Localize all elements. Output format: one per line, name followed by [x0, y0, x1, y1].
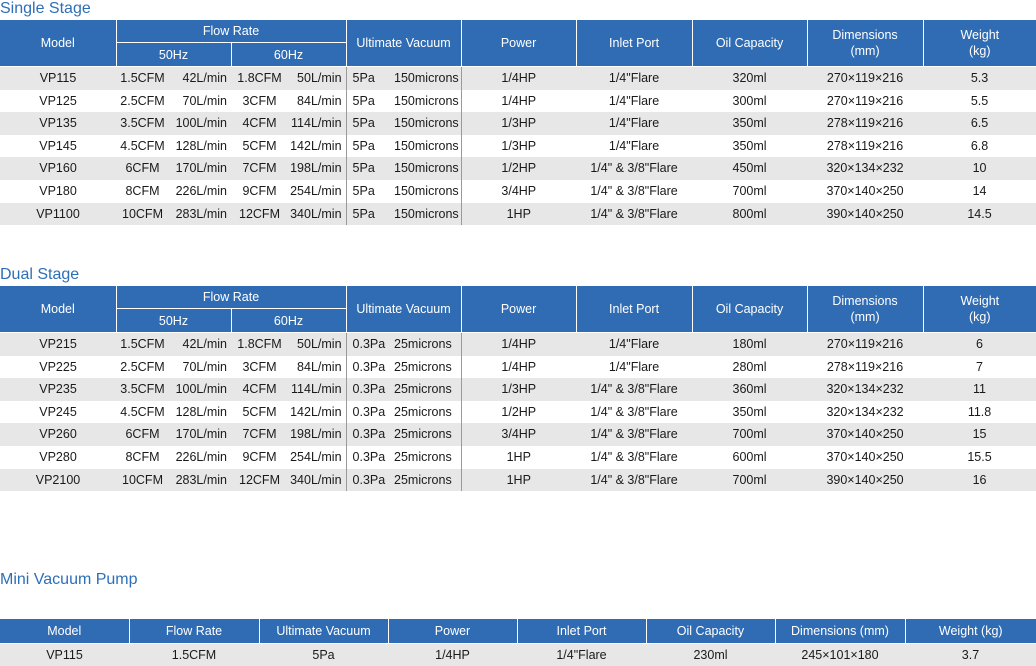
cell-model: VP225	[0, 356, 116, 379]
cell-vacuum-microns: 150microns	[388, 157, 461, 180]
header-dimensions: Dimensions (mm)	[775, 619, 905, 644]
cell-power: 1/3HP	[461, 378, 576, 401]
cell-vacuum-pa: 0.3Pa	[346, 401, 388, 424]
cell-vacuum-microns: 150microns	[388, 112, 461, 135]
cell-inlet-port: 1/4"Flare	[576, 67, 692, 90]
table-row	[0, 112, 1036, 135]
header-flow-rate: Flow Rate	[129, 619, 259, 644]
cell-dimensions: 270×119×216	[807, 90, 923, 113]
cell-flow-50hz-lmin: 283L/min	[169, 203, 231, 226]
cell-model: VP115	[0, 644, 129, 666]
cell-flow-50hz-lmin: 128L/min	[169, 401, 231, 424]
cell-flow-50hz-cfm: 8CFM	[116, 180, 169, 203]
cell-vacuum-pa: 0.3Pa	[346, 423, 388, 446]
cell-inlet-port: 1/4" & 3/8"Flare	[576, 180, 692, 203]
cell-flow-60hz-lmin: 340L/min	[288, 469, 346, 492]
cell-flow-50hz-lmin: 100L/min	[169, 378, 231, 401]
cell-power: 1/3HP	[461, 112, 576, 135]
cell-vacuum-microns: 25microns	[388, 469, 461, 492]
cell-oil-capacity: 600ml	[692, 446, 807, 469]
cell-inlet-port: 1/4" & 3/8"Flare	[576, 157, 692, 180]
mini-vacuum-pump-table	[0, 619, 1036, 666]
cell-flow-60hz-lmin: 254L/min	[288, 180, 346, 203]
cell-weight: 14.5	[923, 203, 1036, 226]
cell-power: 1/2HP	[461, 157, 576, 180]
cell-inlet-port: 1/4"Flare	[576, 90, 692, 113]
cell-oil-capacity: 230ml	[646, 644, 775, 666]
header-model: Model	[0, 286, 116, 333]
cell-power: 3/4HP	[461, 423, 576, 446]
cell-oil-capacity: 700ml	[692, 469, 807, 492]
cell-oil-capacity: 800ml	[692, 203, 807, 226]
cell-oil-capacity: 700ml	[692, 423, 807, 446]
cell-inlet-port: 1/4" & 3/8"Flare	[576, 401, 692, 424]
table-row	[0, 333, 1036, 356]
cell-oil-capacity: 350ml	[692, 401, 807, 424]
cell-power: 1/3HP	[461, 135, 576, 158]
cell-flow-50hz-cfm: 3.5CFM	[116, 112, 169, 135]
cell-inlet-port: 1/4"Flare	[576, 135, 692, 158]
cell-flow-50hz-cfm: 3.5CFM	[116, 378, 169, 401]
header-flow-rate: Flow Rate	[116, 20, 346, 43]
table-row	[0, 90, 1036, 113]
cell-flow-60hz-lmin: 114L/min	[288, 112, 346, 135]
cell-inlet-port: 1/4" & 3/8"Flare	[576, 378, 692, 401]
cell-ultimate-vacuum: 5Pa	[259, 644, 388, 666]
cell-vacuum-microns: 25microns	[388, 333, 461, 356]
cell-oil-capacity: 450ml	[692, 157, 807, 180]
cell-flow-50hz-cfm: 2.5CFM	[116, 90, 169, 113]
cell-vacuum-pa: 5Pa	[346, 90, 388, 113]
section-title-single-stage: Single Stage	[0, 0, 91, 18]
cell-flow-50hz-lmin: 70L/min	[169, 90, 231, 113]
cell-flow-60hz-lmin: 84L/min	[288, 356, 346, 379]
table-row	[0, 356, 1036, 379]
cell-dimensions: 278×119×216	[807, 112, 923, 135]
cell-weight: 15.5	[923, 446, 1036, 469]
header-inlet-port: Inlet Port	[576, 286, 692, 333]
cell-flow-50hz-lmin: 42L/min	[169, 333, 231, 356]
cell-vacuum-pa: 5Pa	[346, 180, 388, 203]
single-stage-table	[0, 20, 1036, 225]
cell-weight: 7	[923, 356, 1036, 379]
cell-inlet-port: 1/4" & 3/8"Flare	[576, 423, 692, 446]
cell-weight: 11	[923, 378, 1036, 401]
cell-vacuum-pa: 5Pa	[346, 112, 388, 135]
cell-model: VP215	[0, 333, 116, 356]
table-row	[0, 157, 1036, 180]
cell-dimensions: 278×119×216	[807, 135, 923, 158]
cell-flow-60hz-cfm: 1.8CFM	[231, 333, 288, 356]
single-stage-rows	[0, 67, 1036, 226]
header-weight: Weight (kg)	[905, 619, 1036, 644]
header-weight: Weight (kg)	[923, 286, 1036, 333]
cell-dimensions: 320×134×232	[807, 157, 923, 180]
cell-weight: 15	[923, 423, 1036, 446]
cell-vacuum-pa: 0.3Pa	[346, 333, 388, 356]
cell-dimensions: 320×134×232	[807, 401, 923, 424]
cell-weight: 3.7	[905, 644, 1036, 666]
cell-power: 1/4HP	[461, 67, 576, 90]
cell-flow-60hz-cfm: 3CFM	[231, 356, 288, 379]
cell-flow-60hz-cfm: 4CFM	[231, 112, 288, 135]
header-60hz: 60Hz	[231, 43, 346, 67]
cell-flow-50hz-cfm: 8CFM	[116, 446, 169, 469]
cell-model: VP280	[0, 446, 116, 469]
header-oil-capacity: Oil Capacity	[646, 619, 775, 644]
cell-weight: 14	[923, 180, 1036, 203]
cell-flow-50hz-lmin: 226L/min	[169, 180, 231, 203]
cell-model: VP115	[0, 67, 116, 90]
cell-flow-50hz-lmin: 170L/min	[169, 423, 231, 446]
cell-dimensions: 278×119×216	[807, 356, 923, 379]
header-ultimate-vacuum: Ultimate Vacuum	[346, 20, 461, 67]
cell-dimensions: 270×119×216	[807, 67, 923, 90]
cell-vacuum-pa: 0.3Pa	[346, 446, 388, 469]
table-row	[0, 446, 1036, 469]
cell-vacuum-microns: 25microns	[388, 378, 461, 401]
cell-weight: 5.5	[923, 90, 1036, 113]
cell-oil-capacity: 320ml	[692, 67, 807, 90]
cell-flow-60hz-lmin: 340L/min	[288, 203, 346, 226]
cell-weight: 10	[923, 157, 1036, 180]
cell-oil-capacity: 700ml	[692, 180, 807, 203]
cell-vacuum-microns: 25microns	[388, 423, 461, 446]
cell-model: VP180	[0, 180, 116, 203]
cell-weight: 6	[923, 333, 1036, 356]
header-60hz: 60Hz	[231, 309, 346, 333]
table-row	[0, 135, 1036, 158]
cell-flow-50hz-cfm: 1.5CFM	[116, 333, 169, 356]
cell-weight: 5.3	[923, 67, 1036, 90]
header-ultimate-vacuum: Ultimate Vacuum	[346, 286, 461, 333]
header-model: Model	[0, 20, 116, 67]
cell-model: VP145	[0, 135, 116, 158]
cell-vacuum-pa: 0.3Pa	[346, 356, 388, 379]
cell-flow-50hz-cfm: 10CFM	[116, 469, 169, 492]
cell-dimensions: 390×140×250	[807, 469, 923, 492]
cell-dimensions: 390×140×250	[807, 203, 923, 226]
table-row	[0, 423, 1036, 446]
cell-flow-60hz-lmin: 198L/min	[288, 423, 346, 446]
cell-flow-50hz-lmin: 226L/min	[169, 446, 231, 469]
cell-flow-60hz-cfm: 5CFM	[231, 401, 288, 424]
section-title-dual-stage: Dual Stage	[0, 266, 79, 284]
header-power: Power	[388, 619, 517, 644]
cell-power: 1HP	[461, 203, 576, 226]
cell-flow-50hz-lmin: 42L/min	[169, 67, 231, 90]
cell-power: 1/2HP	[461, 401, 576, 424]
cell-inlet-port: 1/4"Flare	[517, 644, 646, 666]
cell-flow-50hz-cfm: 4.5CFM	[116, 135, 169, 158]
cell-model: VP125	[0, 90, 116, 113]
cell-model: VP235	[0, 378, 116, 401]
cell-model: VP1100	[0, 203, 116, 226]
table-row	[0, 401, 1036, 424]
cell-flow-60hz-lmin: 198L/min	[288, 157, 346, 180]
cell-vacuum-pa: 5Pa	[346, 135, 388, 158]
dual-stage-rows	[0, 333, 1036, 492]
cell-inlet-port: 1/4" & 3/8"Flare	[576, 446, 692, 469]
cell-weight: 16	[923, 469, 1036, 492]
cell-vacuum-pa: 5Pa	[346, 203, 388, 226]
header-50hz: 50Hz	[116, 43, 231, 67]
cell-model: VP2100	[0, 469, 116, 492]
cell-power: 1/4HP	[461, 356, 576, 379]
cell-flow-50hz-lmin: 128L/min	[169, 135, 231, 158]
cell-model: VP135	[0, 112, 116, 135]
header-inlet-port: Inlet Port	[517, 619, 646, 644]
cell-dimensions: 370×140×250	[807, 446, 923, 469]
cell-vacuum-microns: 150microns	[388, 90, 461, 113]
cell-flow-60hz-lmin: 142L/min	[288, 401, 346, 424]
header-weight: Weight (kg)	[923, 20, 1036, 67]
header-dimensions: Dimensions (mm)	[807, 20, 923, 67]
table-row	[0, 203, 1036, 226]
cell-flow-60hz-cfm: 1.8CFM	[231, 67, 288, 90]
cell-vacuum-microns: 150microns	[388, 203, 461, 226]
header-inlet-port: Inlet Port	[576, 20, 692, 67]
cell-vacuum-microns: 25microns	[388, 446, 461, 469]
table-row	[0, 378, 1036, 401]
cell-vacuum-microns: 150microns	[388, 135, 461, 158]
cell-dimensions: 245×101×180	[775, 644, 905, 666]
cell-flow-60hz-cfm: 9CFM	[231, 446, 288, 469]
cell-flow-60hz-cfm: 9CFM	[231, 180, 288, 203]
header-model: Model	[0, 619, 129, 644]
table-row	[0, 67, 1036, 90]
cell-model: VP260	[0, 423, 116, 446]
cell-flow-60hz-cfm: 5CFM	[231, 135, 288, 158]
cell-dimensions: 320×134×232	[807, 378, 923, 401]
cell-flow-60hz-lmin: 84L/min	[288, 90, 346, 113]
cell-oil-capacity: 300ml	[692, 90, 807, 113]
cell-flow-60hz-lmin: 114L/min	[288, 378, 346, 401]
header-flow-rate: Flow Rate	[116, 286, 346, 309]
cell-power: 1/4HP	[461, 333, 576, 356]
cell-dimensions: 370×140×250	[807, 180, 923, 203]
cell-vacuum-microns: 25microns	[388, 401, 461, 424]
cell-flow-60hz-cfm: 7CFM	[231, 423, 288, 446]
cell-flow-50hz-cfm: 6CFM	[116, 423, 169, 446]
cell-oil-capacity: 280ml	[692, 356, 807, 379]
cell-vacuum-microns: 25microns	[388, 356, 461, 379]
dual-stage-table	[0, 286, 1036, 491]
cell-vacuum-pa: 5Pa	[346, 157, 388, 180]
cell-vacuum-pa: 0.3Pa	[346, 378, 388, 401]
mini-rows	[0, 644, 1036, 666]
header-power: Power	[461, 20, 576, 67]
cell-power: 1HP	[461, 469, 576, 492]
header-power: Power	[461, 286, 576, 333]
cell-flow-60hz-lmin: 142L/min	[288, 135, 346, 158]
cell-flow-50hz-cfm: 1.5CFM	[116, 67, 169, 90]
cell-power: 1/4HP	[461, 90, 576, 113]
cell-flow-60hz-lmin: 254L/min	[288, 446, 346, 469]
cell-oil-capacity: 350ml	[692, 135, 807, 158]
cell-flow-60hz-lmin: 50L/min	[288, 333, 346, 356]
cell-oil-capacity: 350ml	[692, 112, 807, 135]
cell-vacuum-pa: 5Pa	[346, 67, 388, 90]
cell-power: 1/4HP	[388, 644, 517, 666]
cell-flow-60hz-cfm: 7CFM	[231, 157, 288, 180]
header-50hz: 50Hz	[116, 309, 231, 333]
cell-flow-50hz-cfm: 6CFM	[116, 157, 169, 180]
cell-vacuum-microns: 150microns	[388, 67, 461, 90]
cell-vacuum-microns: 150microns	[388, 180, 461, 203]
cell-flow-50hz-cfm: 4.5CFM	[116, 401, 169, 424]
cell-power: 1HP	[461, 446, 576, 469]
cell-inlet-port: 1/4" & 3/8"Flare	[576, 203, 692, 226]
cell-inlet-port: 1/4"Flare	[576, 333, 692, 356]
cell-weight: 6.8	[923, 135, 1036, 158]
cell-vacuum-pa: 0.3Pa	[346, 469, 388, 492]
cell-flow-50hz-lmin: 283L/min	[169, 469, 231, 492]
header-ultimate-vacuum: Ultimate Vacuum	[259, 619, 388, 644]
header-dimensions: Dimensions (mm)	[807, 286, 923, 333]
cell-flow-50hz-cfm: 2.5CFM	[116, 356, 169, 379]
cell-dimensions: 370×140×250	[807, 423, 923, 446]
cell-flow-50hz-lmin: 70L/min	[169, 356, 231, 379]
cell-flow-rate: 1.5CFM	[129, 644, 259, 666]
cell-inlet-port: 1/4"Flare	[576, 356, 692, 379]
cell-flow-60hz-cfm: 3CFM	[231, 90, 288, 113]
table-row	[0, 180, 1036, 203]
cell-model: VP160	[0, 157, 116, 180]
cell-dimensions: 270×119×216	[807, 333, 923, 356]
cell-flow-50hz-cfm: 10CFM	[116, 203, 169, 226]
cell-flow-50hz-lmin: 100L/min	[169, 112, 231, 135]
cell-power: 3/4HP	[461, 180, 576, 203]
cell-inlet-port: 1/4" & 3/8"Flare	[576, 469, 692, 492]
cell-oil-capacity: 180ml	[692, 333, 807, 356]
cell-oil-capacity: 360ml	[692, 378, 807, 401]
cell-model: VP245	[0, 401, 116, 424]
cell-weight: 11.8	[923, 401, 1036, 424]
header-oil-capacity: Oil Capacity	[692, 286, 807, 333]
section-title-mini-vacuum-pump: Mini Vacuum Pump	[0, 571, 138, 589]
header-oil-capacity: Oil Capacity	[692, 20, 807, 67]
cell-flow-60hz-cfm: 12CFM	[231, 203, 288, 226]
cell-inlet-port: 1/4"Flare	[576, 112, 692, 135]
table-row	[0, 469, 1036, 492]
cell-flow-60hz-cfm: 4CFM	[231, 378, 288, 401]
cell-flow-50hz-lmin: 170L/min	[169, 157, 231, 180]
table-row	[0, 644, 1036, 666]
cell-flow-60hz-lmin: 50L/min	[288, 67, 346, 90]
cell-flow-60hz-cfm: 12CFM	[231, 469, 288, 492]
cell-weight: 6.5	[923, 112, 1036, 135]
